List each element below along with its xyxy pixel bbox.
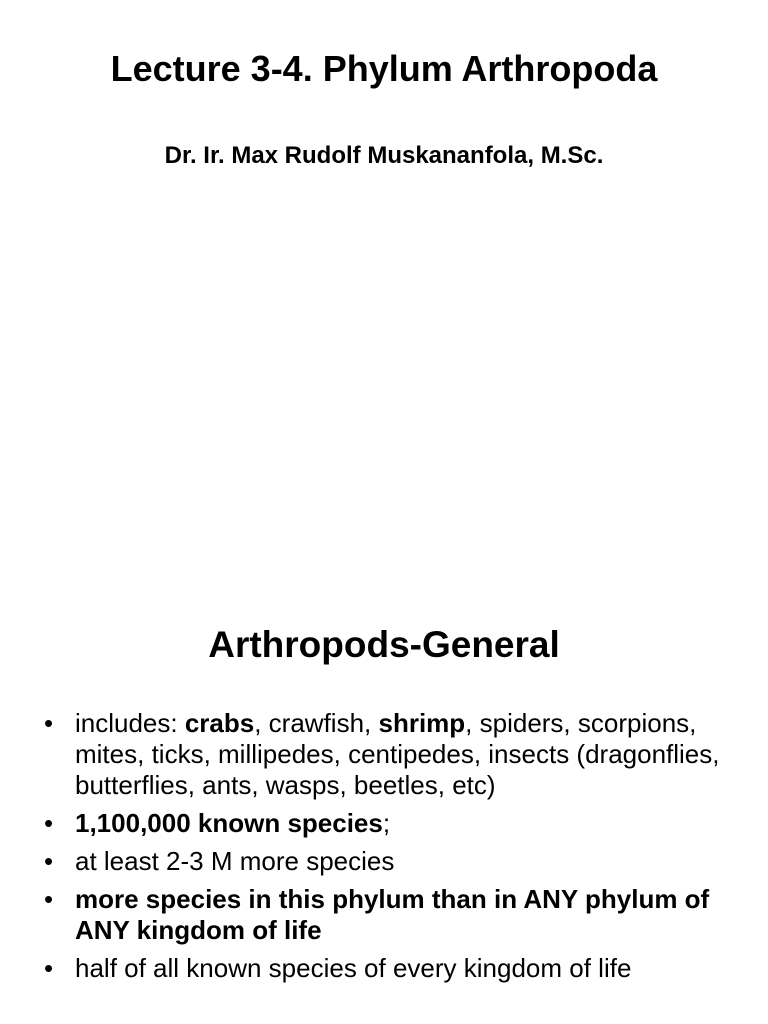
bullet-text: , spiders, scorpions, mites, ticks, millipedes, centipedes, insects (dragonflies, butterflies, ants, wasps, beetles, etc) — [75, 708, 720, 800]
bullet-text: ; — [382, 808, 391, 838]
bullet-list — [44, 708, 744, 991]
bullet-text-bold: more species in this phylum than in ANY phylum of ANY kingdom of life — [75, 884, 710, 945]
lecture-title: Lecture 3-4. Phylum Arthropoda — [110, 48, 658, 89]
bullet-item-more-species — [44, 846, 744, 877]
bullet-text-bold: 1,100,000 known species — [75, 808, 383, 838]
bullet-text-bold: shrimp — [378, 708, 466, 738]
bullet-text-bold: crabs — [184, 708, 255, 738]
bullet-icon: • — [44, 846, 54, 876]
bullet-item-any-phylum — [44, 884, 744, 946]
bullet-icon: • — [44, 884, 54, 914]
bullet-item-includes — [44, 708, 744, 801]
bullet-icon: • — [44, 808, 54, 838]
bullet-item-half-of-species — [44, 953, 744, 984]
author-name: Dr. Ir. Max Rudolf Muskananfola, M.Sc. — [164, 142, 604, 169]
bullet-icon: • — [44, 708, 54, 738]
bullet-text: at least 2-3 M more species — [75, 846, 395, 876]
bullet-text: half of all known species of every kingdom of life — [75, 953, 632, 983]
bullet-item-known-species — [44, 808, 744, 839]
slide-heading: Arthropods-General — [208, 624, 560, 665]
bullet-text: , crawfish, — [254, 708, 379, 738]
slide-arthropods-general — [0, 560, 768, 1024]
bullet-text: includes: — [75, 708, 185, 738]
bullet-icon: • — [44, 953, 54, 983]
